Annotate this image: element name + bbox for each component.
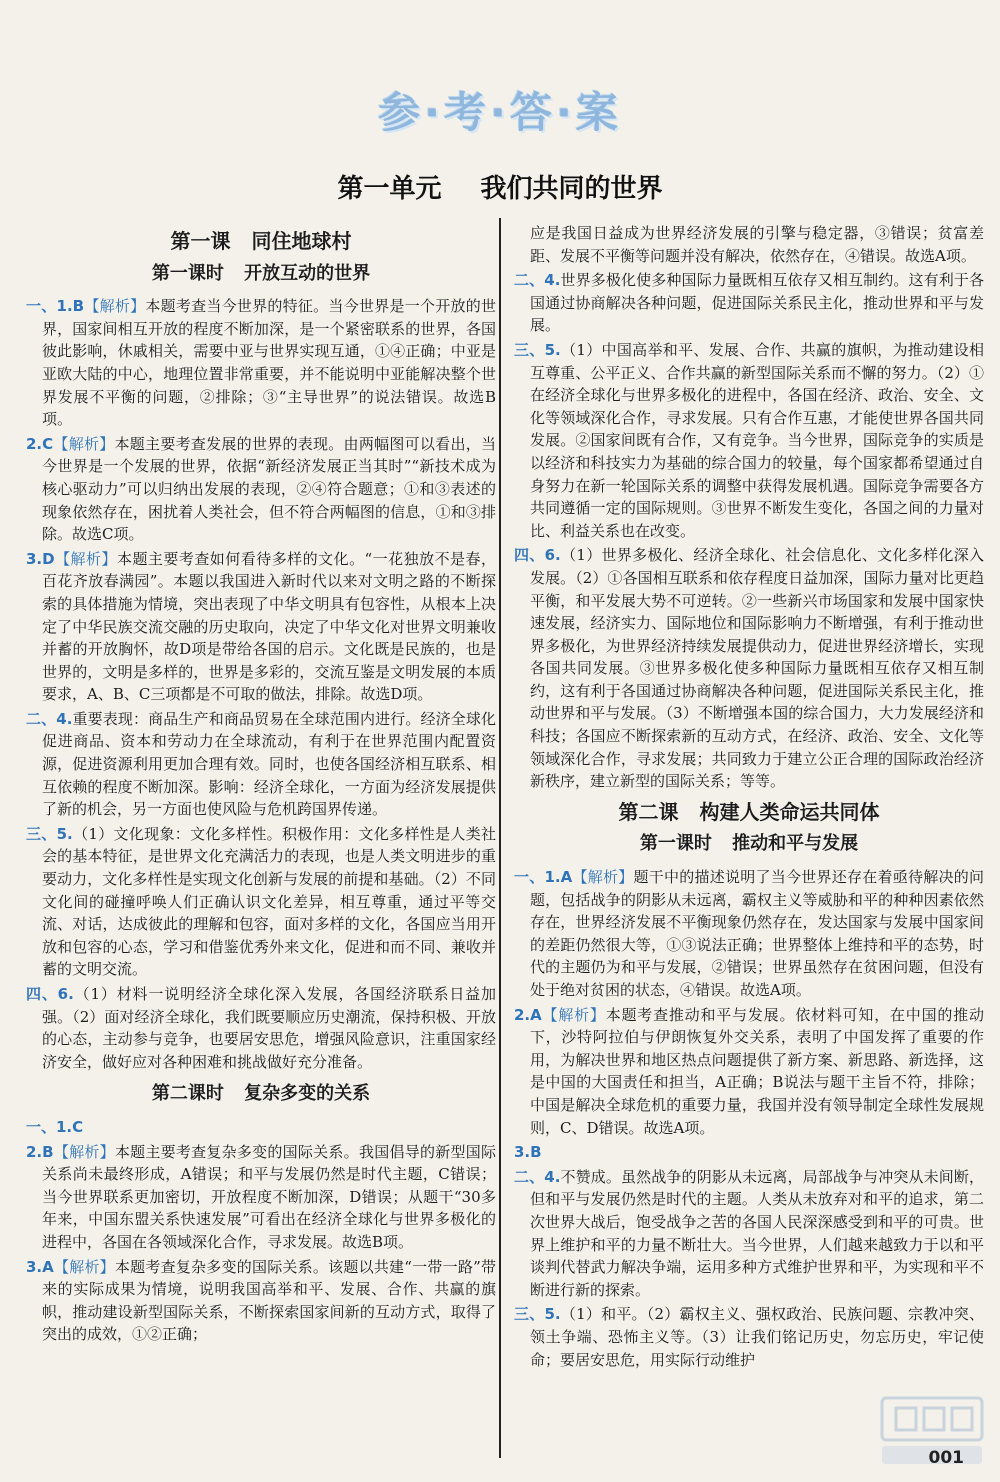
lesson-title: 第二课 构建人类命运共同体 [618, 799, 880, 824]
column-divider [499, 218, 501, 1458]
answer-number: 一、1. [514, 868, 561, 887]
answer-item [26, 433, 496, 546]
lesson-title: 第一课 同住地球村 [170, 229, 352, 253]
answer-number: 2. [514, 1005, 531, 1024]
page-number: 001 [928, 1448, 964, 1468]
analysis-tag: 【解析】 [84, 297, 146, 316]
answer-item [26, 1116, 496, 1139]
answer-item [514, 1004, 984, 1140]
analysis-tag: 【解析】 [53, 1142, 115, 1161]
analysis-tag: 【解析】 [541, 1005, 606, 1024]
answer-item [26, 295, 496, 431]
answer-item [26, 1256, 496, 1346]
answer-item [514, 339, 984, 542]
answer-number: 三、5. [514, 1305, 561, 1324]
analysis-tag: 【解析】 [54, 549, 117, 568]
answer-number: 二、4. [26, 709, 73, 728]
answer-text: （1）和平。（2）霸权主义、强权政治、民族问题、宗教冲突、领土争端、恐怖主义等。（3）让我们铭记历史，勿忘历史，牢记使命；要居安思危，用实际行动维护 [530, 1305, 984, 1369]
answer-item [26, 548, 496, 706]
answer-text: （1）世界多极化、经济全球化、社会信息化、文化多样化深入发展。（2）①各国相互联系和依存程度日益加深，国际力量对比更趋平衡，和平发展大势不可逆转。②一些新兴市场国家和发展中国家快速发展，经济实力、国际地位和国际影响力不断增强，有利于推动世界多极化，为世界经济持续发展提供动力，促进世界经济增长，实现各国共同发展。③世界多极化使多种国际力量既相互依存又相互制约，这有利于各国通过协商解决各种问题，促进国际关系民主化，推动世界和平与发展。（3）不断增强本国的综合国力，大力发展经济和科技；各国应不断探索新的互动方式，在经济、政治、安全、文化等领域深化合作，寻求发展；共同致力于建立公正合理的国际政治经济新秩序，建立新型的国际关系；等等。 [530, 546, 985, 791]
analysis-tag: 【解析】 [53, 434, 115, 453]
answer-number: 3. [514, 1143, 531, 1162]
answer-item [26, 1141, 496, 1254]
answer-choice: A [42, 1257, 54, 1276]
answer-choice: D [42, 549, 55, 568]
period-title: 第二课时 复杂多变的关系 [151, 1083, 371, 1105]
answer-text: 本题主要考查如何看待多样的文化。“一花独放不是春，百花齐放春满园”。本题以我国进入新时代以来对文明之路的不断探索的具体措施为情境，突出表现了中华文明具有包容性，从根本上决定了中华民族交流交融的历史取向，决定了中华文化对世界文明兼收并蓄的开放胸怀，故D项是带给各国的启示。文化既是民族的，也是世界的，文明是多样的，世界是多彩的，交流互鉴是文明发展的本质要求，A、B、C三项都是不可取的做法，排除。故选D项。 [42, 549, 496, 704]
answer-text: （1）材料一说明经济全球化深入发展，各国经济联系日益加强。（2）面对经济全球化，我们既要顺应历史潮流，保持积极、开放的心态，主动参与竞争，也要居安思危，增强风险意识，注重国家经济安全，做好应对各种困难和挑战做好充分准备。 [42, 985, 496, 1071]
page-title: 参·考·答·案 [378, 88, 622, 137]
right-column [514, 222, 984, 1373]
answer-text: 不赞成。虽然战争的阴影从未远离，局部战争与冲突从未间断，但和平与发展仍然是时代的主题。人类从未放弃对和平的追求，第二次世界大战后，饱受战争之苦的各国人民深深感受到和平的可贵。世界上维护和平的力量不断壮大。当今世界，人们越来越致力于以和平谈判代替武力解决争端，运用多种方式维护世界和平，为实现和平不断进行新的探索。 [530, 1167, 984, 1299]
answer-number: 二、4. [514, 271, 561, 290]
answer-number: 2. [26, 434, 43, 453]
answer-text: 本题考查推动和平与发展。依材料可知，在中国的推动下，沙特阿拉伯与伊朗恢复外交关系，表明了中国发挥了重要的作用，为解决世界和地区热点问题提供了新方案、新思路、新选择，这是中国的大国责任和担当，A正确；B说法与题干主旨不符，排除；中国是解决全球危机的重要力量，我国并没有领导制定全球性发展规则，C、D错误。故选A项。 [530, 1005, 984, 1137]
answer-choice: A [530, 1005, 542, 1024]
answer-number: 三、5. [26, 824, 73, 843]
answer-number: 3. [26, 1257, 43, 1276]
answer-choice: A [560, 868, 573, 887]
answer-number: 一、1. [26, 297, 73, 316]
answer-choice: C [42, 434, 54, 453]
answer-item [26, 708, 496, 821]
answer-choice: B [42, 1142, 54, 1161]
answer-text: 本题考查当今世界的特征。当今世界是一个开放的世界，国家间相互开放的程度不断加深，是一个紧密联系的世界，各国彼此影响，休戚相关，需要中亚与世界实现互通，①④正确；中亚是亚欧大陆的中心，地理位置非常重要，并不能说明中亚能解决整个世界发展不平衡的问题，②排除；③“主导世界”的说法错误。故选B项。 [42, 297, 496, 429]
answer-text: （1）中国高举和平、发展、合作、共赢的旗帜，为推动建设相互尊重、公平正义、合作共赢的新型国际关系而不懈的努力。（2）①在经济全球化与世界多极化的进程中，各国在经济、政治、安全、文化等领域深化合作，寻求发展。只有合作互惠，才能使世界各国共同发展。②国家间既有合作，又有竞争。当今世界，国际竞争的实质是以经济和科技实力为基础的综合国力的较量，每个国家都希望通过自身努力在新一轮国际关系的调整中获得发展机遇。国际竞争需要各方共同遵循一定的国际规则。③世界不断发生变化，各国之间的力量对比、利益关系也在改变。 [530, 340, 985, 540]
answer-number: 四、6. [514, 546, 561, 565]
answer-item [514, 866, 984, 1002]
answer-text: 本题考查复杂多变的国际关系。该题以共建“一带一路”带来的实际成果为情境，说明我国高举和平、发展、合作、共赢的旗帜，推动建设新型国际关系，不断探索国家间新的互动方式，取得了突出的成效，①②正确； [42, 1257, 496, 1344]
answer-number: 一、1. [26, 1117, 73, 1136]
answer-item [26, 983, 496, 1073]
answer-continuation: 应是我国日益成为世界经济发展的引擎与稳定器，③错误；贫富差距、发展不平衡等问题并没有解决，依然存在，④错误。故选A项。 [530, 224, 984, 265]
answer-item [514, 544, 984, 793]
answer-number: 3. [26, 549, 43, 568]
answer-text: 题干中的描述说明了当今世界还存在着亟待解决的问题，包括战争的阴影从未远离，霸权主义等威胁和平的种种因素依然存在，世界经济发展不平衡现象仍然存在，发达国家与发展中国家间的差距仍然很大等，①③说法正确；世界整体上维持和平的态势，时代的主题仍为和平与发展，②错误；世界虽然存在贫困问题，但没有处于绝对贫困的状态，④错误。故选A项。 [530, 868, 984, 999]
analysis-tag: 【解析】 [53, 1257, 115, 1276]
answer-number: 二、4. [514, 1167, 561, 1186]
answer-text: 世界多极化使多种国际力量既相互依存又相互制约。这有利于各国通过协商解决各种问题，促进国际关系民主化，推动世界和平与发展。 [530, 271, 984, 335]
answer-text: 本题主要考查复杂多变的国际关系。我国倡导的新型国际关系尚未最终形成，A错误；和平与发展仍然是时代主题，C错误；当今世界联系更加密切，开放程度不断加深，D错误；从题干“30多年来，中国东盟关系快速发展”可看出在经济全球化与世界多极化的进程中，各国在各领域深化合作，寻求发展。故选B项。 [42, 1142, 496, 1251]
answer-number: 四、6. [26, 985, 74, 1003]
answer-text: （1）文化现象：文化多样性。积极作用：文化多样性是人类社会的基本特征，是世界文化充满活力的表现，也是人类文明进步的重要动力，文化多样性是实现文化创新与发展的前提和基础。（2）不同文化间的碰撞呼唤人们正确认识文化差异，相互尊重，通过平等交流、对话，达成彼此的理解和包容，面对多样的文化，各国应当用开放和包容的心态，学习和借鉴优秀外来文化，促进和而不同、兼收并蓄的文明交流。 [42, 824, 497, 979]
answer-item [514, 269, 984, 337]
answer-item [514, 1141, 984, 1164]
answer-number: 三、5. [514, 340, 561, 359]
answer-choice: B [72, 297, 85, 316]
period-title: 第一课时 开放互动的世界 [151, 262, 371, 284]
answer-item [514, 1303, 984, 1371]
answer-text: 重要表现：商品生产和商品贸易在全球范围内进行。经济全球化促进商品、资本和劳动力在全球流动，有利于在世界范围内配置资源，促进资源利用更加合理有效。同时，也使各国经济相互联系、相互依赖的程度不断加深。影响：经济全球化，一方面为经济发展提供了新的机会，另一方面也使风险与危机跨国界传递。 [42, 709, 496, 819]
analysis-tag: 【解析】 [572, 868, 634, 887]
answer-choice: B [530, 1143, 542, 1162]
answer-item [514, 1166, 984, 1302]
unit-title: 第一单元 我们共同的世界 [337, 174, 663, 204]
answer-choice: C [72, 1117, 84, 1136]
answer-number: 2. [26, 1142, 43, 1161]
answer-text: 本题主要考查发展的世界的表现。由两幅图可以看出，当今世界是一个发展的世界，依据“新经济发展正当其时”“新技术成为核心驱动力”可以归纳出发展的表现，②④符合题意；①和③表述的现象依然存在，困扰着人类社会，但不符合两幅图的信息，①和③排除。故选C项。 [42, 434, 496, 544]
period-title: 第一课时 推动和平与发展 [639, 833, 859, 855]
answer-item [26, 823, 496, 981]
left-column [26, 222, 496, 1348]
